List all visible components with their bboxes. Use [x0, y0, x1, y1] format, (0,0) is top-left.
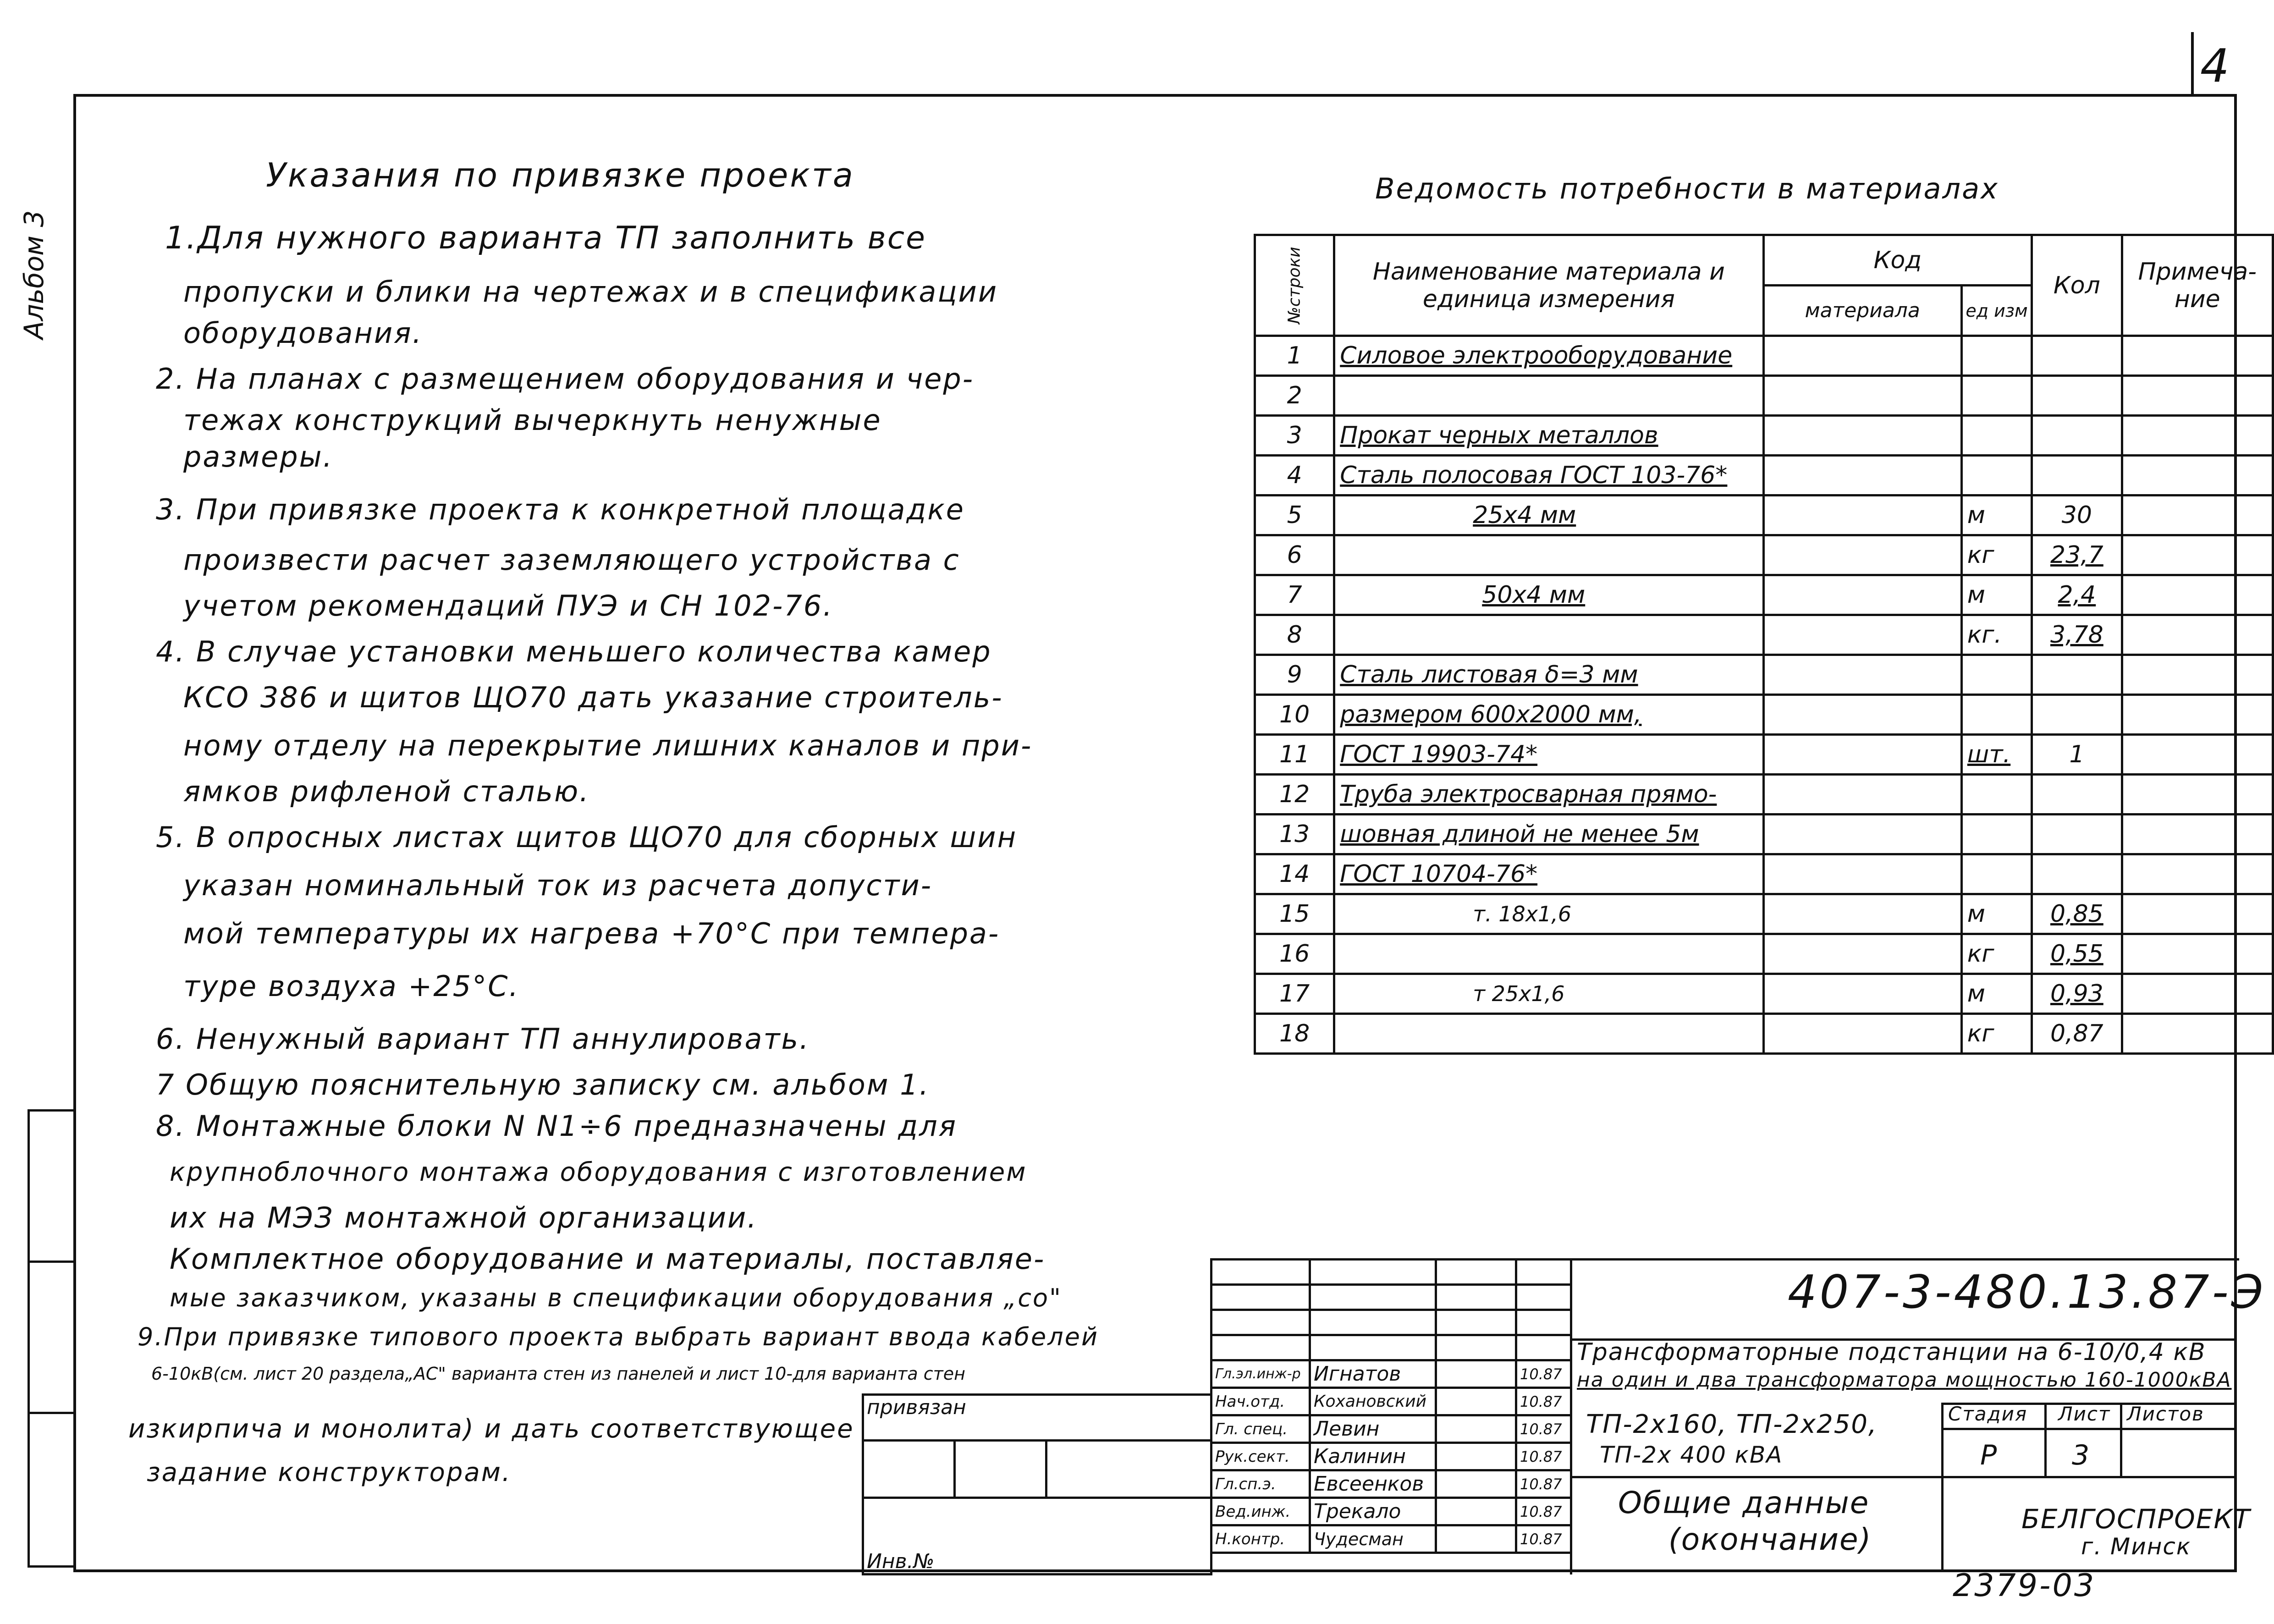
note-line: 9.При привязке типового проекта выбрать вариант ввода кабелей [138, 1322, 1099, 1351]
note-line: туре воздуха +25°С. [183, 969, 520, 1003]
sheet-value: 3 [2072, 1439, 2091, 1471]
archive-number: 2379-03 [1953, 1568, 2096, 1604]
header-note: Примеча-ние [2122, 235, 2273, 336]
table-row: 15 т. 18х1,6 м 0,85 [1255, 894, 2273, 934]
table-row: 7 50х4 мм м 2,4 [1255, 575, 2273, 615]
note-line: ямков рифленой сталью. [183, 775, 590, 808]
variants-line-2: ТП-2х 400 кВА [1600, 1442, 1783, 1468]
table-row: 16 кг 0,55 [1255, 934, 2273, 974]
note-line: КСО 386 и щитов ЩО70 дать указание строитель- [183, 681, 1003, 714]
note-line: размеры. [183, 440, 334, 473]
header-name: Наименование материала и единица измерения [1334, 235, 1763, 336]
stage-label: Стадия [1948, 1403, 2028, 1425]
binding-table: привязан Инв.№ [862, 1393, 1212, 1575]
sheet-number: 4 [2200, 39, 2230, 93]
table-row: 2 [1255, 376, 2273, 416]
note-line: тежах конструкций вычеркнуть ненужные [183, 403, 882, 437]
header-row-no: №строки [1255, 235, 1334, 336]
note-line: мые заказчиком, указаны в спецификации оборудования „со" [170, 1283, 1062, 1312]
note-line: 1.Для нужного варианта ТП заполнить все [165, 220, 926, 256]
signer-row: Нач.отд. Кохановский 10.87 [1211, 1388, 1571, 1415]
signer-row: Гл. спец. Левин 10.87 [1211, 1415, 1571, 1443]
header-qty: Кол [2032, 235, 2122, 336]
organization-name: БЕЛГОСПРОЕКТ [2021, 1503, 2251, 1535]
note-line: их на МЭЗ монтажной организации. [170, 1201, 758, 1234]
table-row: 18 кг 0,87 [1255, 1014, 2273, 1054]
note-line: пропуски и блики на чертежах и в спецификации [183, 275, 998, 308]
variants-line-1: ТП-2х160, ТП-2х250, [1586, 1409, 1878, 1439]
left-binding-strip [28, 1109, 73, 1568]
table-row: 11 ГОСТ 19903-74* шт. 1 [1255, 735, 2273, 775]
notes-title: Указания по привязке проекта [266, 156, 855, 194]
table-row: 9 Сталь листовая δ=3 мм [1255, 655, 2273, 695]
signature [1436, 1443, 1516, 1470]
signature [1436, 1470, 1516, 1498]
table-row: 4 Сталь полосовая ГОСТ 103-76* [1255, 456, 2273, 495]
materials-title: Ведомость потребности в материалах [1375, 172, 1999, 205]
note-line: 6-10кВ(см. лист 20 раздела„АС" варианта стен из панелей и лист 10-для варианта стен [151, 1364, 965, 1384]
note-line: указан номинальный ток из расчета допусти- [183, 869, 933, 902]
note-line: мой температуры их нагрева +70°С при темпера- [183, 917, 1000, 950]
title-line-2: на один и два трансформатора мощностью 160-1000кВА [1577, 1368, 2232, 1392]
signature [1436, 1525, 1516, 1553]
album-label: Альбом 3 [18, 210, 50, 339]
header-code-unit: ед изм [1961, 286, 2032, 336]
signer-row: Гл.эл.инж-р Игнатов 10.87 [1211, 1360, 1571, 1388]
materials-table [1254, 234, 2274, 1055]
note-line: задание конструкторам. [147, 1458, 512, 1487]
document-code: 407-3-480.13.87-Э [1788, 1265, 2266, 1319]
title-line-1: Трансформаторные подстанции на 6-10/0,4 кВ [1577, 1338, 2206, 1366]
note-line: 6. Ненужный вариант ТП аннулировать. [156, 1022, 810, 1056]
materials-header-row [1255, 235, 2273, 286]
signer-row: Вед.инж. Трекало 10.87 [1211, 1498, 1571, 1525]
sheets-label: Листов [2127, 1403, 2204, 1425]
stage-value: Р [1980, 1439, 1998, 1471]
table-row: 13 шовная длиной не менее 5м [1255, 815, 2273, 854]
table-row: 12 Труба электросварная прямо- [1255, 775, 2273, 815]
signer-row: Н.контр. Чудесман 10.87 [1211, 1525, 1571, 1553]
table-row: 1 Силовое электрооборудование [1255, 336, 2273, 376]
note-line: 2. На планах с размещением оборудования и чер- [156, 362, 975, 396]
note-line: 4. В случае установки меньшего количества камер [156, 635, 992, 668]
note-line: изкирпича и монолита) и дать соответствующее [128, 1414, 854, 1444]
sheet-title-2: (окончание) [1668, 1522, 1872, 1557]
signature [1436, 1498, 1516, 1525]
table-row: 8 кг. 3,78 [1255, 615, 2273, 655]
signature [1436, 1360, 1516, 1388]
header-code: Код [1763, 235, 2032, 286]
note-line: учетом рекомендаций ПУЭ и СН 102-76. [183, 589, 834, 622]
organization-city: г. Минск [2081, 1533, 2191, 1560]
table-row: 10 размером 600х2000 мм, [1255, 695, 2273, 735]
table-row: 14 ГОСТ 10704-76* [1255, 854, 2273, 894]
note-line: крупноблочного монтажа оборудования с изготовлением [170, 1157, 1027, 1187]
note-line: оборудования. [183, 316, 423, 350]
signer-row: Гл.сп.э. Евсеенков 10.87 [1211, 1470, 1571, 1498]
signature [1436, 1415, 1516, 1443]
signers-table [1210, 1258, 1572, 1554]
sheet-label: Лист [2058, 1403, 2111, 1425]
table-row: 6 кг 23,7 [1255, 535, 2273, 575]
sheet-title-1: Общие данные [1618, 1485, 1870, 1520]
note-line: Комплектное оборудование и материалы, поставляе- [170, 1242, 1046, 1276]
note-line: ному отделу на перекрытие лишних каналов и при- [183, 729, 1033, 762]
note-line: 7 Общую пояснительную записку см. альбом 1. [156, 1068, 930, 1101]
signature [1436, 1388, 1516, 1415]
note-line: 3. При привязке проекта к конкретной площадке [156, 493, 965, 526]
note-line: 5. В опросных листах щитов ЩО70 для сборных шин [156, 820, 1018, 854]
header-code-material: материала [1763, 286, 1961, 336]
table-row: 5 25х4 мм м 30 [1255, 495, 2273, 535]
table-row: 17 т 25х1,6 м 0,93 [1255, 974, 2273, 1014]
note-line: 8. Монтажные блоки N N1÷6 предназначены для [156, 1109, 958, 1143]
signer-row: Рук.сект. Калинин 10.87 [1211, 1443, 1571, 1470]
note-line: произвести расчет заземляющего устройства с [183, 543, 960, 577]
table-row: 3 Прокат черных металлов [1255, 416, 2273, 456]
